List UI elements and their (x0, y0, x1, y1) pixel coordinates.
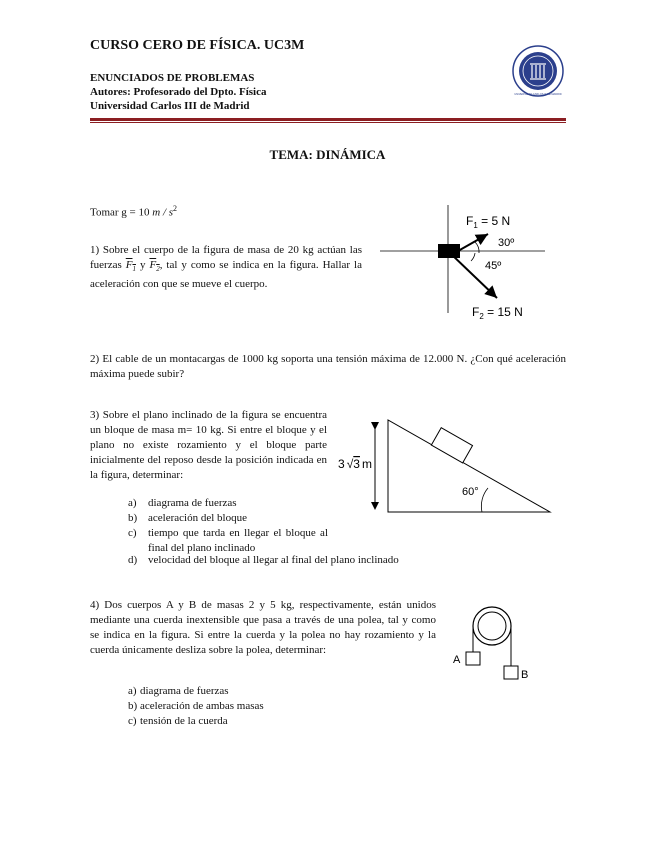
problem-4-figure (450, 600, 540, 685)
gravity-note (90, 201, 177, 221)
problem-4: 4) Dos cuerpos A y B de masas 2 y 5 kg, respectivamente, están unidos mediante una cuerda inextensible que pasa a través de una polea, tal y como se indica en la figura. Si entre la cuerda y la polea no hay rozamiento y la cuerda únicamente desliza sobre la polea, determinar: (90, 599, 436, 656)
gravity-unit: m / s (152, 206, 174, 219)
height-label: 3 √3 m (338, 457, 372, 471)
problem-3: 3) Sobre el plano inclinado de la figura se encuentra un bloque de masa m= 10 kg. Si entre el bloque y el plano no existe rozamiento y el bloque parte inicialmente del reposo desde la posición indicada en la figura, determinar: (90, 409, 327, 481)
problem-1-text-b: , tal y como se indica en la figura. Hallar la aceleración con que se mueve el cuerpo. (90, 259, 363, 291)
list-item: a) diagrama de fuerzas (128, 497, 237, 509)
problem-1 (90, 243, 362, 292)
university-logo (512, 45, 564, 97)
angle-45-label: 45º (485, 260, 502, 272)
list-item: c) tiempo que tarda en llegar el bloque al final del plano inclinado (128, 527, 328, 554)
section-title: ENUNCIADOS DE PROBLEMAS (90, 72, 255, 84)
pulley-outer (473, 607, 511, 645)
inclined-plane (388, 420, 550, 512)
force-f2-symbol: $F_2$ (149, 259, 160, 274)
problem-1-and: y (139, 259, 146, 271)
problem-3-list (128, 496, 328, 556)
gravity-exp: 2 (173, 204, 178, 213)
header-rule (90, 118, 566, 121)
problem-4-list (128, 684, 428, 729)
problem-1-figure (380, 205, 560, 325)
header-rule-thin (90, 122, 566, 123)
body-block (438, 244, 460, 258)
list-item: a) diagrama de fuerzas (128, 685, 229, 697)
course-title: CURSO CERO DE FÍSICA. UC3M (90, 38, 305, 53)
label-a: A (453, 654, 461, 666)
problem-2: 2) El cable de un montacargas de 1000 kg soporta una tensión máxima de 12.000 N. ¿Con qué aceleración máxima puede subir? (90, 353, 566, 380)
f1-label: $F_1 = 5$ N (466, 214, 511, 230)
list-item: b) aceleración del bloque (128, 512, 247, 524)
mass-b (504, 666, 518, 679)
list-item: c) tensión de la cuerda (128, 715, 228, 727)
angle-60-arc (481, 488, 488, 512)
angle-60-label: 60° (462, 486, 479, 498)
sliding-block (431, 428, 472, 463)
angle-45-arc (471, 253, 475, 261)
label-b: B (521, 669, 529, 681)
f2-label: $F_2 = 15$ N (472, 305, 523, 321)
angle-30-label: 30º (498, 237, 515, 249)
list-item: b) aceleración de ambas masas (128, 700, 264, 712)
problem-1-text-a: 1) Sobre el cuerpo de la figura de masa de 20 kg actúan las fuerzas (90, 244, 362, 271)
authors-line: Autores: Profesorado del Dpto. Física (90, 86, 267, 98)
logo-text: UNIVERSIDAD CARLOS III DE MADRID (514, 93, 562, 96)
gravity-prefix: Tomar g = 10 (90, 206, 150, 219)
mass-a (466, 652, 480, 665)
pulley-inner (478, 612, 506, 640)
university-line: Universidad Carlos III de Madrid (90, 100, 250, 112)
problem-3-figure (335, 412, 560, 517)
force-f1-symbol: $F_1$ (125, 259, 136, 274)
topic-title: TEMA: DINÁMICA (269, 147, 386, 162)
list-item: d) velocidad del bloque al llegar al final del plano inclinado (128, 554, 399, 566)
force-f1-arrow (458, 234, 488, 251)
